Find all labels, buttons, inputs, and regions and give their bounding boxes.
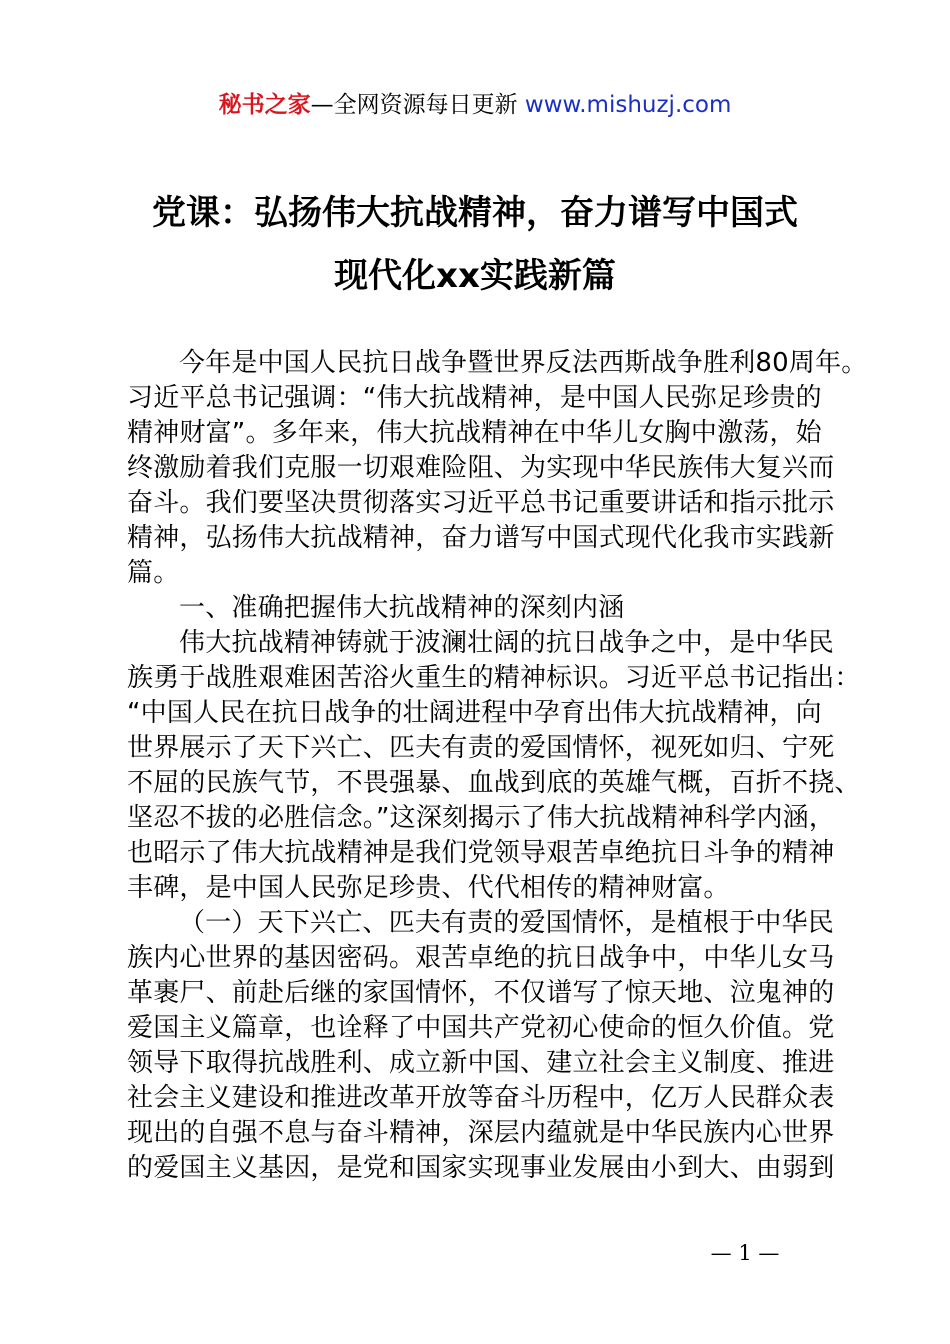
page-number: — 1 — — [710, 1241, 780, 1265]
body-line: 社会主义建设和推进改革开放等奋斗历程中，亿万人民群众表 — [127, 1083, 835, 1113]
body-line: 伟大抗战精神铸就于波澜壮阔的抗日战争之中，是中华民 — [179, 628, 835, 658]
body-line: “中国人民在抗日战争的壮阔进程中孕育出伟大抗战精神，向 — [127, 698, 822, 728]
site-brand: 秘书之家 — [218, 92, 311, 118]
body-line: 终激励着我们克服一切艰难险阻、为实现中华民族伟大复兴而 — [127, 453, 835, 483]
body-line: 现出的自强不息与奋斗精神，深层内蕴就是中华民族内心世界 — [127, 1118, 835, 1148]
body-line: 奋斗。我们要坚决贯彻落实习近平总书记重要讲话和指示批示 — [127, 488, 835, 518]
body-line: 族内心世界的基因密码。艰苦卓绝的抗日战争中，中华儿女马 — [127, 943, 835, 973]
body-line: 革裹尸、前赴后继的家国情怀，不仅谱写了惊天地、泣鬼神的 — [127, 978, 835, 1008]
body-line: 今年是中国人民抗日战争暨世界反法西斯战争胜利80周年。 — [179, 348, 868, 378]
body-line: 习近平总书记强调：“伟大抗战精神，是中国人民弥足珍贵的 — [127, 383, 822, 413]
body-line: 丰碑，是中国人民弥足珍贵、代代相传的精神财富。 — [127, 873, 730, 903]
section-heading: 一、准确把握伟大抗战精神的深刻内涵 — [179, 593, 625, 623]
title-line-1: 党课：弘扬伟大抗战精神，奋力谱写中国式 — [152, 193, 798, 233]
body-line: 精神，弘扬伟大抗战精神，奋力谱写中国式现代化我市实践新 — [127, 523, 835, 553]
body-line: 领导下取得抗战胜利、成立新中国、建立社会主义制度、推进 — [127, 1048, 835, 1078]
subsection-line: （一）天下兴亡、匹夫有责的爱国情怀，是植根于中华民 — [179, 908, 835, 938]
body-line: 族勇于战胜艰难困苦浴火重生的精神标识。习近平总书记指出： — [127, 663, 861, 693]
body-line: 的爱国主义基因，是党和国家实现事业发展由小到大、由弱到 — [127, 1153, 835, 1183]
body-line: 也昭示了伟大抗战精神是我们党领导艰苦卓绝抗日斗争的精神 — [127, 838, 835, 868]
site-url-link[interactable]: www.mishuzj.com — [524, 92, 732, 118]
body-line: 坚忍不拔的必胜信念。”这深刻揭示了伟大抗战精神科学内涵， — [127, 803, 836, 833]
body-line: 篇。 — [127, 558, 180, 588]
title-line-2: 现代化xx实践新篇 — [334, 256, 616, 296]
body-line: 精神财富”。多年来，伟大抗战精神在中华儿女胸中激荡，始 — [127, 418, 822, 448]
body-line: 爱国主义篇章，也诠释了中国共产党初心使命的恒久价值。党 — [127, 1013, 835, 1043]
body-line: 世界展示了天下兴亡、匹夫有责的爱国情怀，视死如归、宁死 — [127, 733, 835, 763]
document-title — [0, 188, 950, 314]
body-line: 不屈的民族气节，不畏强暴、血战到底的英雄气概，百折不挠、 — [127, 768, 861, 798]
document-body — [127, 346, 868, 1186]
site-tagline: —全网资源每日更新 — [310, 92, 525, 118]
site-header — [0, 88, 950, 122]
